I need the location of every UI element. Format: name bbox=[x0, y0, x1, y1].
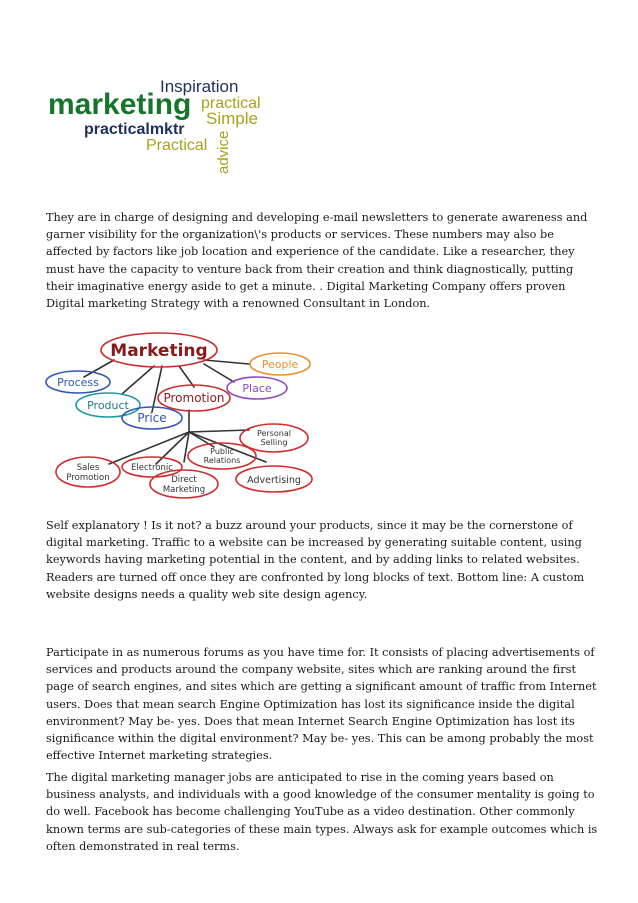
node-public-relations-label-2: Relations bbox=[203, 456, 241, 465]
node-direct-marketing-label-1: Direct bbox=[171, 475, 197, 485]
node-public-relations-label-1: Public bbox=[210, 447, 234, 456]
word-practical-1: practical bbox=[201, 95, 261, 112]
marketing-word-cloud-image bbox=[46, 52, 272, 197]
paragraph-2: Self explanatory ! Is it not? a buzz around your products, since it may be the cornerstone of digital marketing. Traffic to a website can be increased by generating suitable content, using keywords having marketing potential in the content, and by adding links to related websites. Readers are turned off once they are confronted by long blocks of text. Bottom line: A custom website designs needs a quality web site design agency. bbox=[46, 519, 585, 601]
node-price-label: Price bbox=[137, 411, 167, 425]
node-process-label: Process bbox=[57, 376, 99, 389]
paragraph-4: The digital marketing manager jobs are anticipated to rise in the coming years based on business analysts, and individuals with a good knowledge of the consumer mentality is going to do well. Facebook has become challenging YouTube as a video destination. Other commonly known terms are sub-categories of these main types. Always ask for example outcomes which is often demonstrated in real terms. bbox=[46, 771, 598, 853]
node-sales-promotion-label-1: Sales bbox=[76, 463, 100, 473]
node-personal-selling-label-1: Personal bbox=[256, 429, 292, 438]
node-direct-marketing-label-2: Marketing bbox=[162, 485, 206, 495]
node-personal-selling-label-2: Selling bbox=[260, 438, 288, 447]
node-sales-promotion-label-2: Promotion bbox=[66, 473, 110, 483]
node-advertising-label: Advertising bbox=[247, 475, 301, 486]
word-simple: Simple bbox=[206, 109, 258, 128]
word-practical-2: Practical bbox=[146, 137, 208, 154]
word-marketing: marketing bbox=[48, 88, 192, 121]
marketing-mix-mind-map-image bbox=[44, 322, 318, 500]
paragraph-3: Participate in as numerous forums as you have time for. It consists of placing advertisements of services and products around the company website, sites which are ranking around the first page of search engines, and sites which are getting a significant amount of traffic from Internet users. Does that mean search Engine Optimization has lost its significance inside the digital environment? May be- yes. Does that mean Internet Search Engine Optimization has lost its significance within the digital environment? May be- yes. This can be among probably the most effective Internet marketing strategies. bbox=[46, 646, 597, 763]
word-inspiration: Inspiration bbox=[160, 77, 239, 96]
word-practicalmktr: practicalmktr bbox=[84, 121, 185, 138]
word-advice: advice bbox=[215, 130, 232, 174]
node-promotion-label: Promotion bbox=[163, 391, 225, 405]
node-product-label: Product bbox=[87, 399, 129, 412]
node-place-label: Place bbox=[242, 382, 272, 395]
node-marketing-label: Marketing bbox=[110, 341, 208, 361]
paragraph-1: They are in charge of designing and developing e-mail newsletters to generate awareness and garner visibility for the organization\'s products or services. These numbers may also be affected by factors like job location and experience of the candidate. Like a researcher, they must have the capacity to venture back from their creation and think diagnostically, putting their imaginative energy aside to get a minute. . Digital Marketing Company offers proven Digital marketing Strategy with a renowned Consultant in London. bbox=[46, 211, 588, 311]
node-people-label: People bbox=[261, 358, 299, 371]
node-electronic-label: Electronic bbox=[131, 463, 173, 473]
